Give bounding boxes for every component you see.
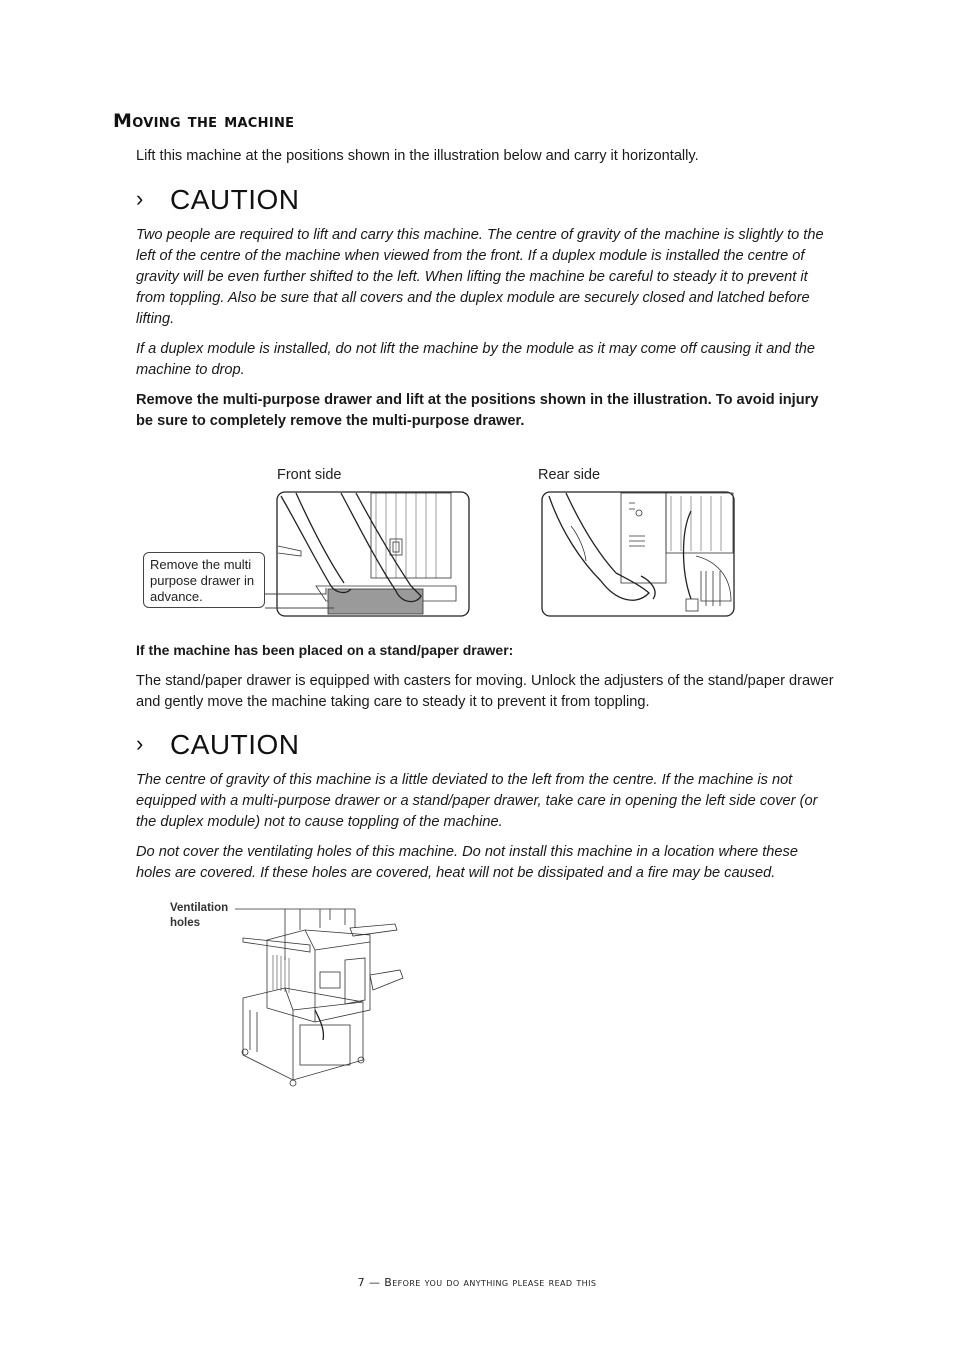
ventilation-label-line-2: holes: [170, 917, 201, 929]
intro-text: Lift this machine at the positions shown in the illustration below and carry it horizontally.: [136, 148, 699, 164]
caution-1-paragraph-3: Remove the multi-purpose drawer and lift at the positions shown in the illustration. To avoid injury be sure to completely remove the multi-purpose drawer.: [136, 392, 819, 429]
rear-side-label: Rear side: [538, 467, 601, 483]
rear-side-illustration: [541, 491, 735, 617]
ventilation-label-line-1: Ventilation: [170, 902, 229, 914]
front-side-label: Front side: [277, 467, 342, 483]
ventilation-holes-label: [170, 901, 228, 931]
caution-title: CAUTION: [170, 184, 300, 215]
remove-drawer-callout: Remove the multi purpose drawer in advance.: [143, 552, 265, 608]
chevron-icon: ›: [136, 186, 144, 211]
caution-1-paragraph-1: Two people are required to lift and carry this machine. The centre of gravity of the machine is slightly to the left of the centre of the machine when viewed from the front. If a duplex module is installed the centre of gravity will be even further shifted to the left. When lifting the machine be careful to steady it to prevent it from toppling. Also be sure that all covers and the duplex module are securely closed and latched before lifting.: [136, 227, 824, 327]
caution-1-paragraph-2: If a duplex module is installed, do not lift the machine by the module as it may come off causing it and the machine to drop.: [136, 341, 815, 378]
section-heading: Moving the machine: [113, 110, 295, 132]
stand-text: The stand/paper drawer is equipped with casters for moving. Unlock the adjusters of the stand/paper drawer and gently move the machine taking care to steady it to prevent it from toppling.: [136, 673, 834, 710]
page-footer: 7 — Before you do anything please read this: [357, 1276, 597, 1289]
caution-2-paragraph-2: Do not cover the ventilating holes of this machine. Do not install this machine in a location where these holes are covered. If these holes are covered, heat will not be dissipated and a fire may be caused.: [136, 844, 798, 881]
callout-pointer: [264, 586, 344, 616]
stand-heading: If the machine has been placed on a stand/paper drawer:: [136, 642, 514, 658]
ventilation-illustration: [225, 900, 405, 1095]
caution-2-paragraph-1: The centre of gravity of this machine is a little deviated to the left from the centre. If the machine is not equipped with a multi-purpose drawer or a stand/paper drawer, take care in opening the left side cover (or the duplex module) not to cause toppling of the machine.: [136, 772, 818, 830]
caution-title: CAUTION: [170, 729, 300, 760]
caution-heading-1: [136, 184, 300, 216]
chevron-icon: ›: [136, 731, 144, 756]
caution-heading-2: [136, 729, 300, 761]
